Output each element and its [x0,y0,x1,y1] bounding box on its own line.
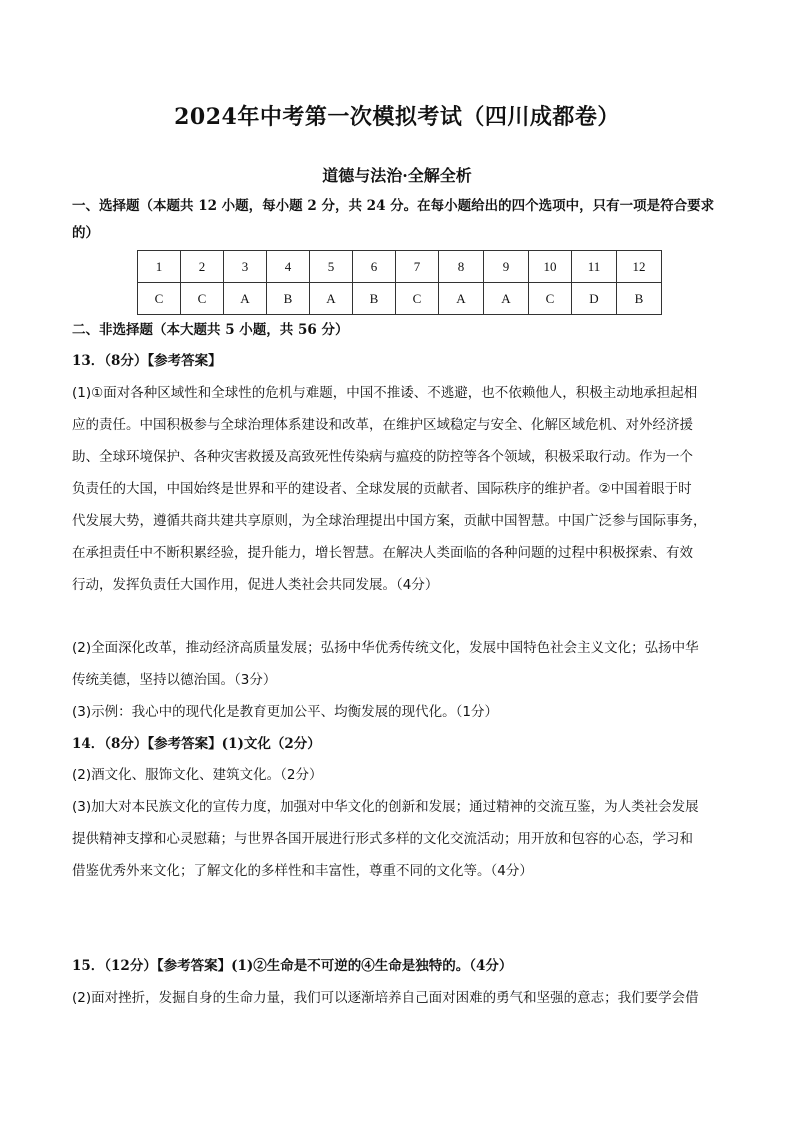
q15-header: 15．（12分）【参考答案】(1)②生命是不可逆的④生命是独特的。（4分） [72,958,513,974]
q13-p2-line: (2)全面深化改革，推动经济高质量发展；弘扬中华优秀传统文化，发展中国特色社会主义文化；弘扬中华 [72,640,699,656]
table-cell-number: 4 [267,251,310,283]
answer-table [137,250,662,315]
table-cell-number: 5 [310,251,353,283]
q13-p2-line: 传统美德，坚持以德治国。（3分） [72,672,277,688]
table-cell-answer: A [310,283,353,315]
q13-p3: (3)示例：我心中的现代化是教育更加公平、均衡发展的现代化。（1分） [72,704,498,720]
table-cell-number: 6 [353,251,396,283]
table-cell-number: 11 [572,251,617,283]
q13-p1-line: 助、全球环境保护、各种灾害救援及高致死性传染病与瘟疫的防控等各个领域，积极采取行动。作为一个 [72,449,693,465]
q14-p2: (2)酒文化、服饰文化、建筑文化。（2分） [72,767,323,783]
table-cell-number: 8 [439,251,484,283]
table-cell-number: 10 [529,251,572,283]
answer-table-answers-row [138,283,662,315]
q13-p1-line: 负责任的大国，中国始终是世界和平的建设者、全球发展的贡献者、国际秩序的维护者。②中国着眼于时 [72,481,692,497]
page-title: 2024年中考第一次模拟考试（四川成都卷） [174,104,620,130]
answer-table-numbers-row [138,251,662,283]
table-cell-answer: A [224,283,267,315]
q13-p1-line: 在承担责任中不断积累经验，提升能力，增长智慧。在解决人类面临的各种问题的过程中积极探索、有效 [72,545,693,561]
q14-p3-line: 借鉴优秀外来文化；了解文化的多样性和丰富性，尊重不同的文化等。（4分） [72,863,533,879]
table-cell-number: 3 [224,251,267,283]
table-cell-number: 2 [181,251,224,283]
q13-p1-line: 行动，发挥负责任大国作用，促进人类社会共同发展。（4分） [72,577,439,593]
q14-p3-line: (3)加大对本民族文化的宣传力度，加强对中华文化的创新和发展；通过精神的交流互鉴，为人类社会发展 [72,799,699,815]
table-cell-answer: C [181,283,224,315]
q14-header: 14．（8分）【参考答案】(1)文化（2分） [72,736,321,752]
section1-heading: 一、选择题（本题共 12 小题，每小题 2 分，共 24 分。在每小题给出的四个选项中，只有一项是符合要求 [72,198,715,214]
q13-p1-line: (1)①面对各种区域性和全球性的危机与难题，中国不推诿、不逃避，也不依赖他人，积极主动地承担起相 [72,385,698,401]
table-cell-number: 9 [484,251,529,283]
page-subtitle: 道德与法治·全解全析 [322,166,472,185]
table-cell-answer: D [572,283,617,315]
table-cell-number: 7 [396,251,439,283]
q14-p3-line: 提供精神支撑和心灵慰藉；与世界各国开展进行形式多样的文化交流活动；用开放和包容的心态，学习和 [72,831,693,847]
q15-p2: (2)面对挫折，发掘自身的生命力量，我们可以逐渐培养自己面对困难的勇气和坚强的意志；我们要学会借 [72,990,699,1006]
table-cell-answer: B [267,283,310,315]
table-cell-answer: C [138,283,181,315]
table-cell-answer: B [353,283,396,315]
section1-heading-cont: 的） [72,225,99,241]
q13-header: 13．（8分）【参考答案】 [72,353,222,369]
table-cell-answer: A [484,283,529,315]
table-cell-answer: C [396,283,439,315]
table-cell-number: 12 [617,251,662,283]
table-cell-answer: A [439,283,484,315]
q13-p1-line: 应的责任。中国积极参与全球治理体系建设和改革，在维护区域稳定与安全、化解区域危机、对外经济援 [72,417,693,433]
section2-heading: 二、非选择题（本大题共 5 小题，共 56 分） [72,322,349,338]
table-cell-answer: C [529,283,572,315]
q13-p1-line: 代发展大势，遵循共商共建共享原则，为全球治理提出中国方案，贡献中国智慧。中国广泛参与国际事务， [72,513,707,529]
table-cell-number: 1 [138,251,181,283]
table-cell-answer: B [617,283,662,315]
